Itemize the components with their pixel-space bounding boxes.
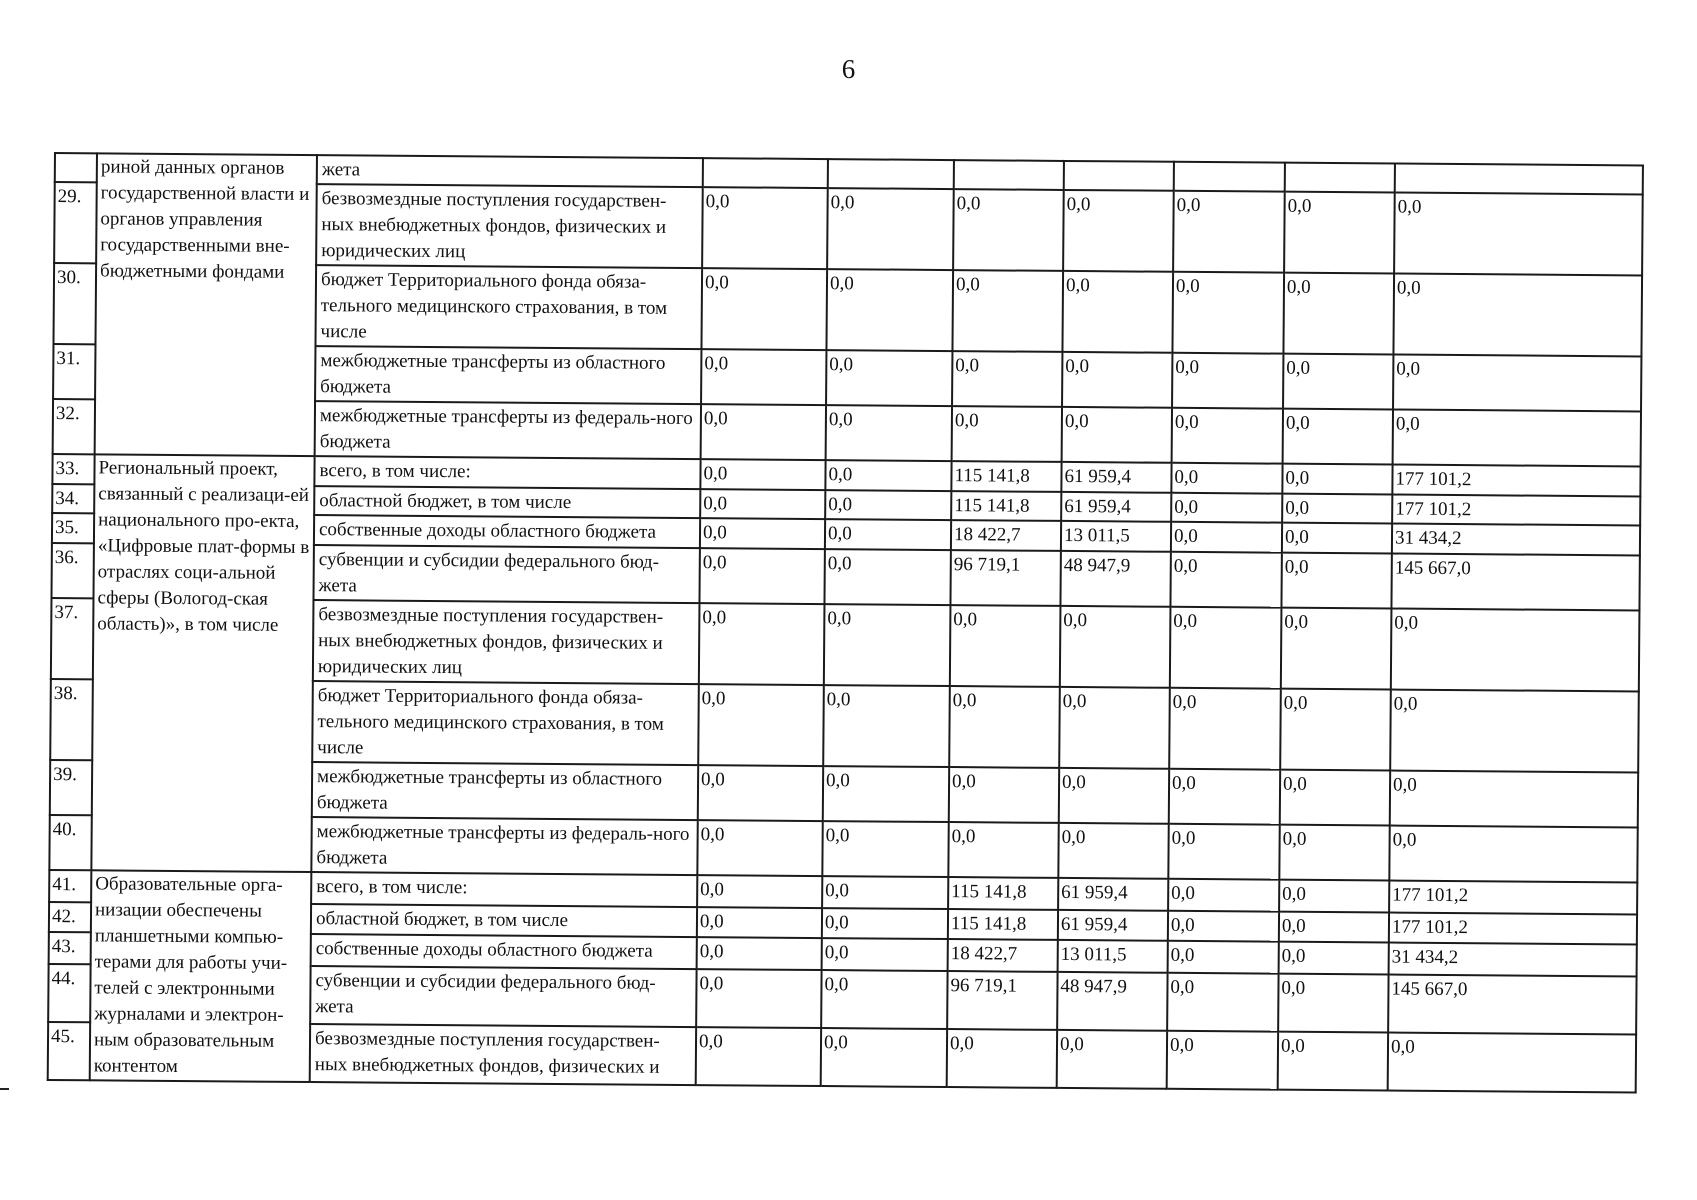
- funding-source: межбюджетные трансферты из областного бюджета: [315, 346, 701, 404]
- value-cell: 0,0: [1282, 494, 1392, 524]
- value-cell: 0,0: [1283, 354, 1393, 410]
- program-description: Образовательные орга-низации обеспечены планшетными компью-терами для работы учи-телей с электронными журналами и электрон-ным образовательным контентом: [90, 870, 312, 1082]
- value-cell: 177 101,2: [1389, 912, 1637, 945]
- value-cell: 0,0: [700, 518, 825, 549]
- value-cell: 0,0: [701, 268, 827, 350]
- value-cell: 0,0: [822, 938, 948, 971]
- row-number: 44.: [48, 964, 90, 1022]
- value-cell: 0,0: [1170, 552, 1281, 608]
- program-description: Региональный проект, связанный с реализаци-ей национального про-екта, «Цифровые плат-формы в отраслях соци-альной сферы (Вологод-ская область)», в том числе: [91, 454, 314, 872]
- value-cell: 0,0: [952, 270, 1063, 352]
- value-cell: 145 667,0: [1391, 554, 1639, 611]
- value-cell: 0,0: [1062, 407, 1172, 463]
- value-cell: 0,0: [700, 489, 825, 519]
- value-cell: 0,0: [1167, 1031, 1278, 1090]
- value-cell: 0,0: [1281, 553, 1391, 609]
- value-cell: 0,0: [1394, 193, 1643, 276]
- funding-source: всего, в том числе:: [311, 872, 697, 907]
- value-cell: 0,0: [948, 822, 1058, 878]
- funding-source: безвозмездные поступления государствен-ных внебюджетных фондов, физических и: [310, 1024, 696, 1085]
- value-cell: [954, 160, 1064, 190]
- value-cell: 31 434,2: [1389, 943, 1637, 977]
- value-cell: 0,0: [1388, 1032, 1636, 1092]
- value-cell: 0,0: [1063, 190, 1174, 272]
- funding-source: межбюджетные трансферты из областного бюджета: [312, 762, 698, 820]
- value-cell: 18 422,7: [951, 520, 1061, 551]
- value-cell: 0,0: [825, 490, 951, 520]
- value-cell: 0,0: [1393, 410, 1641, 467]
- row-number: 42.: [49, 902, 91, 933]
- value-cell: 0,0: [1390, 771, 1638, 828]
- value-cell: 0,0: [697, 875, 822, 908]
- value-cell: 0,0: [825, 519, 951, 550]
- row-number: 33.: [52, 454, 94, 484]
- value-cell: 61 959,4: [1061, 462, 1171, 493]
- value-cell: 0,0: [697, 907, 822, 939]
- value-cell: 61 959,4: [1061, 492, 1171, 522]
- value-cell: 0,0: [1279, 825, 1389, 881]
- value-cell: 0,0: [1172, 272, 1284, 354]
- value-cell: 0,0: [1172, 353, 1283, 409]
- value-cell: 0,0: [822, 908, 948, 940]
- value-cell: 48 947,9: [1057, 972, 1167, 1031]
- funding-source: жета: [317, 155, 703, 187]
- value-cell: 0,0: [1278, 974, 1388, 1033]
- value-cell: 0,0: [1279, 911, 1389, 942]
- value-cell: 0,0: [1169, 769, 1280, 825]
- value-cell: 0,0: [1062, 271, 1173, 353]
- value-cell: 0,0: [953, 189, 1064, 271]
- row-number: 41.: [49, 870, 91, 902]
- row-number: [55, 153, 97, 182]
- row-number: 45.: [48, 1022, 90, 1080]
- funding-source: собственные доходы областного бюджета: [311, 934, 697, 969]
- value-cell: 0,0: [1168, 910, 1279, 941]
- table-body: [48, 153, 1643, 1092]
- row-number: 30.: [53, 263, 96, 344]
- value-cell: 177 101,2: [1392, 465, 1640, 497]
- row-number: 36.: [51, 543, 93, 598]
- value-cell: 0,0: [702, 187, 828, 269]
- value-cell: 96 719,1: [950, 550, 1060, 606]
- value-cell: 177 101,2: [1389, 881, 1637, 915]
- row-number: 32.: [53, 399, 95, 454]
- value-cell: 0,0: [821, 970, 947, 1029]
- value-cell: 0,0: [1171, 493, 1282, 523]
- value-cell: 0,0: [1279, 942, 1389, 975]
- funding-source: межбюджетные трансферты из федераль-ного бюджета: [315, 401, 701, 459]
- value-cell: 145 667,0: [1388, 974, 1636, 1034]
- value-cell: 0,0: [826, 269, 953, 351]
- value-cell: 115 141,8: [951, 491, 1061, 521]
- value-cell: 0,0: [1278, 1032, 1388, 1091]
- value-cell: 0,0: [822, 876, 948, 909]
- value-cell: 0,0: [1282, 464, 1392, 495]
- value-cell: 0,0: [827, 188, 954, 270]
- value-cell: 0,0: [1393, 355, 1641, 412]
- value-cell: 0,0: [1171, 463, 1282, 494]
- value-cell: 0,0: [697, 820, 822, 876]
- value-cell: 0,0: [949, 686, 1060, 768]
- value-cell: 0,0: [1168, 879, 1279, 912]
- value-cell: 0,0: [949, 767, 1059, 823]
- value-cell: 0,0: [1168, 941, 1279, 974]
- value-cell: 0,0: [1390, 690, 1639, 773]
- value-cell: 61 959,4: [1058, 910, 1168, 941]
- funding-source: всего, в том числе:: [314, 456, 700, 489]
- row-number: 40.: [49, 815, 91, 870]
- value-cell: 0,0: [824, 549, 950, 605]
- value-cell: 0,0: [1167, 973, 1278, 1032]
- page-number: 6: [841, 54, 856, 84]
- row-number: 43.: [49, 932, 91, 964]
- value-cell: 0,0: [1280, 770, 1390, 826]
- row-number: 37.: [51, 598, 94, 679]
- value-cell: 0,0: [701, 404, 826, 460]
- funding-source: субвенции и субсидии федерального бюд-жета: [310, 966, 696, 1027]
- margin-mark: [0, 1088, 9, 1090]
- value-cell: 0,0: [826, 405, 952, 461]
- value-cell: 0,0: [1059, 687, 1170, 769]
- funding-source: бюджет Территориального фонда обяза-тельного медицинского страхования, в том числе: [315, 265, 702, 349]
- value-cell: 0,0: [696, 1027, 821, 1086]
- value-cell: 0,0: [1058, 823, 1168, 879]
- value-cell: 13 011,5: [1061, 521, 1171, 552]
- funding-source: безвозмездные поступления государствен-ных внебюджетных фондов, физических и юридических лиц: [316, 184, 703, 268]
- row-number: 39.: [50, 760, 92, 815]
- funding-source: собственные доходы областного бюджета: [314, 515, 700, 548]
- value-cell: 0,0: [952, 406, 1062, 462]
- value-cell: 0,0: [1173, 191, 1285, 273]
- value-cell: 0,0: [1282, 523, 1392, 554]
- value-cell: 0,0: [698, 765, 823, 821]
- value-cell: 0,0: [822, 821, 948, 877]
- value-cell: 0,0: [697, 937, 822, 970]
- value-cell: [1285, 163, 1395, 193]
- row-number: 31.: [53, 344, 95, 399]
- value-cell: 0,0: [1389, 826, 1637, 883]
- value-cell: 13 011,5: [1058, 940, 1168, 973]
- funding-source: бюджет Территориального фонда обяза-тельного медицинского страхования, в том числе: [312, 681, 699, 765]
- value-cell: 0,0: [696, 969, 821, 1028]
- value-cell: 115 141,8: [948, 877, 1058, 910]
- funding-source: областной бюджет, в том числе: [314, 486, 700, 518]
- value-cell: 0,0: [826, 350, 952, 406]
- value-cell: 0,0: [699, 603, 825, 685]
- value-cell: 0,0: [1283, 273, 1394, 355]
- funding-source: субвенции и субсидии федерального бюд-жета: [313, 545, 699, 603]
- value-cell: [703, 158, 828, 188]
- value-cell: 0,0: [1059, 768, 1169, 824]
- value-cell: 0,0: [1168, 824, 1279, 880]
- value-cell: 18 422,7: [948, 939, 1058, 972]
- value-cell: 0,0: [1280, 689, 1391, 771]
- value-cell: 177 101,2: [1392, 495, 1640, 526]
- row-number: 34.: [52, 484, 94, 513]
- value-cell: 0,0: [1060, 606, 1171, 688]
- value-cell: 0,0: [1281, 608, 1392, 690]
- value-cell: 0,0: [823, 766, 949, 822]
- funding-source: межбюджетные трансферты из федераль-ного бюджета: [311, 817, 697, 875]
- value-cell: 48 947,9: [1060, 551, 1170, 607]
- value-cell: 96 719,1: [947, 971, 1057, 1030]
- funding-source: безвозмездные поступления государствен-ных внебюджетных фондов, физических и юридических лиц: [313, 600, 700, 684]
- value-cell: [828, 159, 954, 189]
- value-cell: 0,0: [1279, 880, 1389, 913]
- value-cell: 61 959,4: [1058, 878, 1168, 911]
- value-cell: 0,0: [825, 460, 951, 491]
- value-cell: 0,0: [947, 1029, 1057, 1088]
- value-cell: [1064, 161, 1174, 191]
- value-cell: 0,0: [1172, 408, 1283, 464]
- value-cell: 0,0: [1171, 522, 1282, 553]
- value-cell: 0,0: [1393, 274, 1642, 357]
- budget-table: [47, 152, 1644, 1093]
- value-cell: 0,0: [1283, 409, 1393, 465]
- value-cell: 0,0: [824, 604, 951, 686]
- value-cell: 0,0: [698, 684, 824, 766]
- value-cell: 31 434,2: [1392, 524, 1640, 556]
- row-number: 35.: [52, 513, 94, 543]
- value-cell: 0,0: [821, 1028, 947, 1087]
- value-cell: 0,0: [701, 349, 826, 405]
- value-cell: 0,0: [823, 685, 950, 767]
- value-cell: [1395, 164, 1643, 195]
- value-cell: 0,0: [699, 548, 824, 604]
- value-cell: [1174, 162, 1285, 192]
- value-cell: 0,0: [1170, 607, 1282, 689]
- value-cell: 115 141,8: [948, 909, 1058, 940]
- row-number: 38.: [50, 679, 93, 760]
- program-description: риной данных органов государственной власти и органов управления государственными вне-бюджетными фондами: [95, 153, 317, 456]
- value-cell: 0,0: [1062, 352, 1172, 408]
- value-cell: 0,0: [952, 351, 1062, 407]
- value-cell: 0,0: [950, 605, 1061, 687]
- row-number: 29.: [54, 182, 97, 263]
- value-cell: 0,0: [1057, 1030, 1167, 1089]
- value-cell: 0,0: [700, 459, 825, 490]
- value-cell: 115 141,8: [951, 461, 1061, 492]
- value-cell: 0,0: [1391, 609, 1640, 692]
- value-cell: 0,0: [1169, 688, 1281, 770]
- value-cell: 0,0: [1284, 192, 1395, 274]
- funding-source: областной бюджет, в том числе: [311, 904, 697, 938]
